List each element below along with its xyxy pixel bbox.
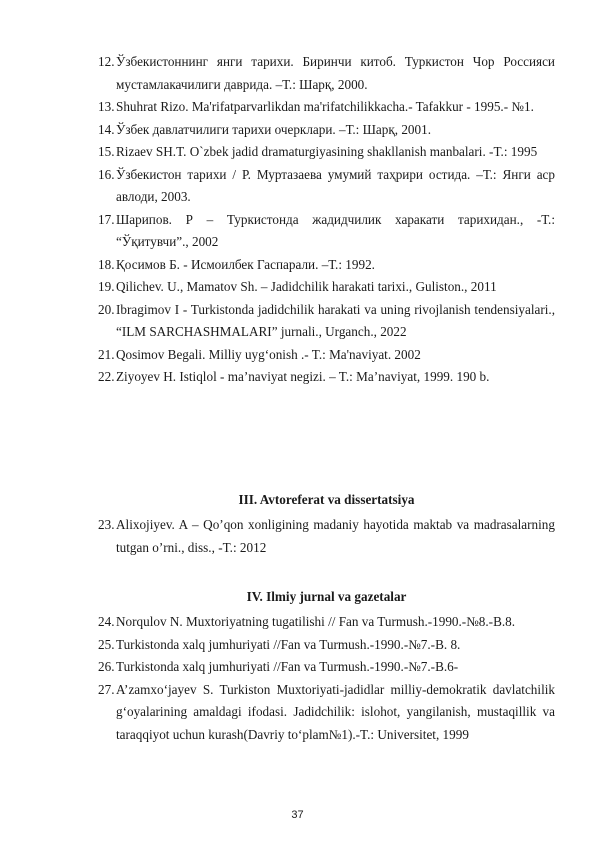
- bibliography-item: [98, 51, 555, 96]
- bibliography-item: [98, 634, 555, 657]
- item-number: 24.: [98, 614, 115, 629]
- item-text: Ziyoyev H. Istiqlol - ma’naviyat negizi. – T.: Ma’naviyat, 1999. 190 b.: [116, 369, 490, 384]
- bibliography-item: [98, 164, 555, 209]
- item-number: 16.: [98, 166, 115, 182]
- item-text: Ўзбекистоннинг янги тарихи. Биринчи китоб. Туркистон Чор Россияси мустамлакачилиги даврида. –Т.: Шарқ, 2000.: [116, 54, 555, 92]
- bibliography-item: [98, 344, 555, 367]
- item-text: Ўзбекистон тарихи / Р. Муртазаева умумий таҳрири остида. –Т.: Янги аср авлоди, 2003.: [116, 166, 555, 204]
- bibliography-item: [98, 514, 555, 559]
- item-text: Shuhrat Rizo. Ma'rifatparvarlikdan ma'rifatchilikkacha.- Tafakkur - 1995.- №1.: [116, 99, 534, 114]
- item-number: 13.: [98, 99, 115, 114]
- item-text: Қосимов Б. - Исмоилбек Гаспарали. –Т.: 1992.: [116, 256, 375, 272]
- bibliography-item: [98, 119, 555, 142]
- section-heading: IV. Ilmiy jurnal va gazetalar: [246, 589, 407, 604]
- bibliography-item: [98, 96, 555, 119]
- bibliography-item: [98, 679, 555, 747]
- section-heading: III. Avtoreferat va dissertatsiya: [238, 492, 415, 507]
- bibliography-item: [98, 254, 555, 277]
- item-text: Ibragimov I - Turkistonda jadidchilik harakati va uning rivojlanish tendensiyalari., “ILM SARCHASHMALARI” jurnali., Urganch., 2022: [116, 301, 555, 339]
- bibliography-list: [98, 514, 555, 559]
- bibliography-item: [98, 276, 555, 299]
- item-number: 22.: [98, 369, 115, 384]
- item-text: Turkistonda xalq jumhuriyati //Fan va Turmush.-1990.-№7.-B.6-: [116, 659, 459, 674]
- item-text: Шарипов. Р – Туркистонда жадидчилик харакати тарихидан., -Т.: “Ўқитувчи”., 2002: [116, 211, 555, 249]
- item-text: Rizaev SH.T. O`zbek jadid dramaturgiyasining shakllanish manbalari. -T.: 1995: [116, 144, 538, 159]
- item-number: 25.: [98, 636, 115, 652]
- bibliography-item: [98, 299, 555, 344]
- bibliography-list: [98, 611, 555, 746]
- bibliography-item: [98, 141, 555, 164]
- bibliography-item: [98, 209, 555, 254]
- bibliography-item: [98, 656, 555, 679]
- item-text: Alixojiyev. A – Qo’qon xonligining madaniy hayotida maktab va madrasalarning tutgan o’rni., diss., -T.: 2012: [116, 517, 555, 555]
- item-text: Ўзбек давлатчилиги тарихи очерклари. –Т.: Шарқ, 2001.: [116, 121, 432, 137]
- page-number: 37: [291, 809, 304, 821]
- bibliography-item: [98, 611, 555, 634]
- bibliography-item: [98, 366, 555, 389]
- item-text: Turkistonda xalq jumhuriyati //Fan va Turmush.-1990.-№7.-B. 8.: [116, 636, 461, 652]
- item-number: 18.: [98, 256, 115, 272]
- item-number: 14.: [98, 121, 115, 137]
- item-number: 27.: [98, 681, 115, 697]
- item-text: A’zamxo‘jayev S. Turkiston Muxtoriyati-jadidlar milliy-demokratik davlatchilik g‘oyalarining amaldagi ifodasi. Jadidchilik: islohot, yangilanish, mustaqillik va taraqqiyot uchun kurash(Davriy to‘plam№1).-T.: Universitet, 1999: [116, 681, 555, 742]
- item-number: 15.: [98, 144, 115, 159]
- item-text: Qilichev. U., Mamatov Sh. – Jadidchilik harakati tarixi., Guliston., 2011: [116, 279, 497, 294]
- item-number: 21.: [98, 346, 115, 362]
- item-number: 20.: [98, 301, 115, 317]
- item-number: 12.: [98, 54, 115, 69]
- bibliography-list: [98, 51, 555, 389]
- item-number: 19.: [98, 279, 115, 294]
- item-number: 26.: [98, 659, 115, 674]
- item-number: 17.: [98, 211, 115, 227]
- item-text: Norqulov N. Muxtoriyatning tugatilishi // Fan va Turmush.-1990.-№8.-B.8.: [116, 614, 516, 629]
- item-text: Qosimov Begali. Milliy uyg‘onish .- T.: Ma'naviyat. 2002: [116, 346, 421, 362]
- item-number: 23.: [98, 517, 115, 532]
